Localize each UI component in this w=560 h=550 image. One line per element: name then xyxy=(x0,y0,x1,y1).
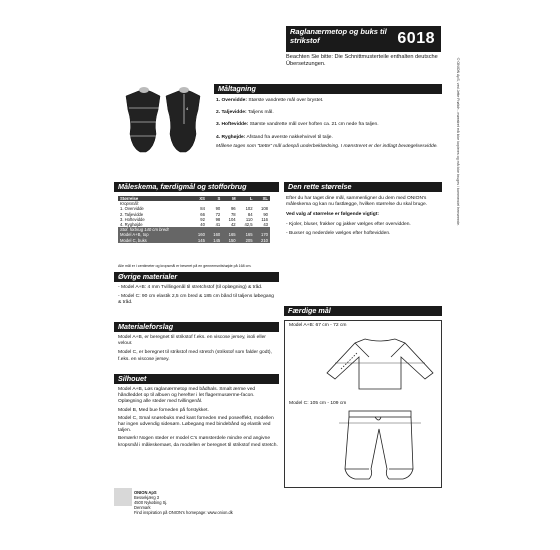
rette-item: - Kjoler, bluser, frakker og jakker vælges efter overvidden. xyxy=(286,221,411,227)
rette-stoerrelse-heading: Den rette størrelse xyxy=(284,182,442,192)
svg-text:4: 4 xyxy=(186,106,189,111)
onion-logo xyxy=(114,488,132,506)
pattern-title: Raglanærmetop og buks til strikstof xyxy=(290,27,387,45)
maaltagning-list xyxy=(216,98,442,150)
table-row: Model A+B, top 160 160 165 165 170 xyxy=(120,232,268,238)
faerdige-maal-heading: Færdige mål xyxy=(284,306,442,316)
rette-stoerrelse-body xyxy=(286,196,440,237)
header-box xyxy=(286,26,441,52)
pants-drawing xyxy=(335,409,425,485)
copyright-sidebar: © ONION ApS, ved Jette Frølich - mønstret må ikke kopieres og må ikke bruges i kommerciel henseende. xyxy=(456,57,460,226)
table-row: Model C, buks 145 145 150 205 210 xyxy=(120,237,268,243)
size-table-wrap xyxy=(118,196,270,243)
finished-measure-box xyxy=(284,320,442,488)
silhouet-item: Model C, Smal snørebuks med kant forneden med poseeffekt, modellen har ingen udvendig sidesøm. Løbegang med bindebånd og elastik ved taljen. xyxy=(118,415,274,434)
rette-item: - Buxser og nederdele vælges efter hoftevidden. xyxy=(286,230,391,236)
materialer-item: - Model A+B: 4 mm Tvillingenål til stretchstof (til oplægning) & tråd. xyxy=(118,285,263,290)
silhouet-item: Model A+B, Løs raglanærmetop med bådhals. Smalt ærme ved håndleddet op til albuen og herefter i let flagermusærme-facon. Oplægning alle steder med tvillingenål. xyxy=(118,387,256,405)
svg-text:2: 2 xyxy=(126,120,129,125)
materialeforslag-item: Model A+B, er beregnet til strikstof f.eks. en viscose jersey, isoli eller velour. xyxy=(118,335,266,347)
silhouet-item: Bemærk! Nogen steder er model C's mønsterdele mindre end angivne kropsmål i måleskemaet, da modellen er beregnet til strikstof med stretch. xyxy=(118,436,278,448)
svg-text:3: 3 xyxy=(126,134,129,139)
body-measure-figure xyxy=(114,86,210,166)
model-c-measure: Model C: 105 cm - 109 cm xyxy=(289,401,347,406)
table-row: 3. Hoftevidde 92 98 104 110 116 xyxy=(120,216,268,222)
materialer-list xyxy=(118,285,278,307)
maal-item-4: 4. Ryghøjde: Afstand fra øverste nakkehvirvel til talje. xyxy=(216,134,333,140)
rette-bold: Ved valg af størrelse er følgende vigtigt: xyxy=(286,212,379,218)
materialer-heading: Øvrige materialer xyxy=(114,272,279,282)
maal-note: Målene tages som "tætte" mål udenpå underbeklædning. I mønstreret er der indlagt bevægelsesvidde. xyxy=(216,143,438,149)
svg-text:1: 1 xyxy=(125,106,128,111)
materialeforslag-heading: Materialeforslag xyxy=(114,322,279,332)
silhouet-list xyxy=(118,387,278,449)
pattern-number: 6018 xyxy=(397,30,435,47)
silhouet-item: Model B, Med bue forneden på forstykket. xyxy=(118,407,209,413)
rette-intro: Efter du har taget dine mål, sammenligner du dem med ONION's måleskema og kan nu fastlægge, hvilken størrelse du skal bruge. xyxy=(286,196,428,208)
footer-address: ONION ApS Bessekjærg 3 4500 Nykøbing Sj. Denmark Find inspiration på ONION's homepage: www.onion.dk xyxy=(134,490,233,515)
table-row: 1. Overvidde 84 90 96 102 108 xyxy=(120,206,268,212)
top-garment-drawing xyxy=(325,333,435,393)
maaleskema-heading: Måleskema, færdigmål og stofforbrug xyxy=(114,182,279,192)
silhouet-heading: Silhouet xyxy=(114,374,279,384)
materialeforslag-list xyxy=(118,335,278,363)
table-footnote: Alle mål er i centimeter og kropsmål er beseret på en gennemsnitshøjde på 168 cm. xyxy=(118,264,252,268)
model-ab-measure: Model A+B: 67 cm - 72 cm xyxy=(289,323,347,328)
maaltagning-heading: Måltagning xyxy=(214,84,442,94)
pattern-instruction-page xyxy=(114,26,460,524)
maal-item-2: 2. Taljevidde: Taljens mål. xyxy=(216,110,274,116)
materialer-item: - Model C: 90 cm elastik 2,5 cm bred & 185 cm bånd til taljens løbegang & tråd. xyxy=(118,294,275,306)
materialeforslag-item: Model C, er beregnet til strikstof med stretch (strikstof som falder godt), f.eks. en viscose jersey. xyxy=(118,350,272,362)
maal-item-1: 1. Overvidde: Største vandrette mål over brystet. xyxy=(216,98,324,103)
table-row: 2. Taljevidde 66 72 78 84 90 xyxy=(120,211,268,217)
table-row: 4. Ryghøjde 40 41 42 42,5 43 xyxy=(120,222,268,228)
german-note: Beachten Sie bitte: Die Schnittmusterteile enthalten deutsche Übersetzungen. xyxy=(286,54,438,67)
size-table: Størrelse XS S M L XL Kropsmål: 1. Overvidde 84 90 96 102 108 2. Taljevidde 66 72 78 84 90 3. Hoftevidde 92 98 104 110 116 4. Ryghøjde 40 41 42 42,5 43 Stof. forbrug 140 cm bredt Model A+B, top 160 160 165 165 170 Model C, buks 145 145 150 205 210 xyxy=(120,196,268,243)
maal-item-3: 3. Hoftevidde: Største vandrette mål over hoften ca. 21 cm nede fra taljen. xyxy=(216,122,379,128)
